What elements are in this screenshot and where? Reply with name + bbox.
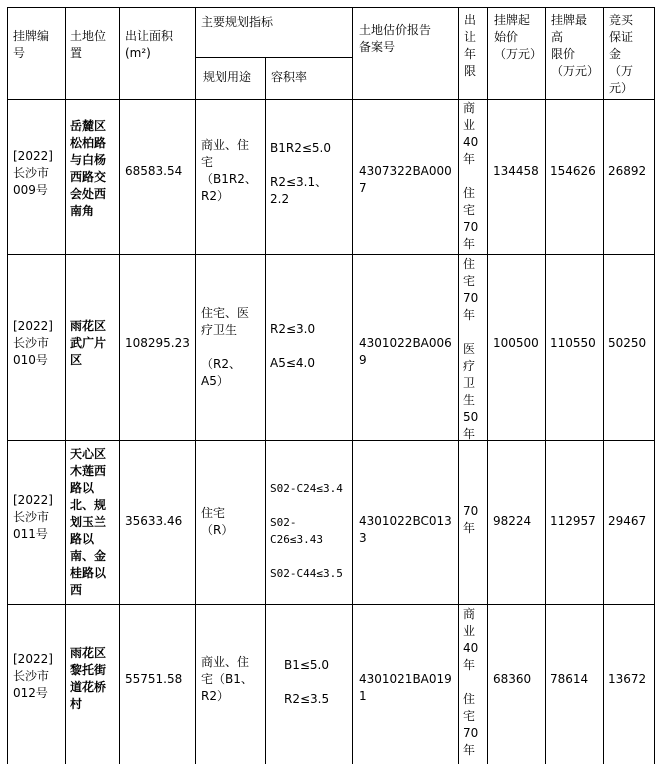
cell-deposit: 26892	[608, 164, 647, 178]
cell-max-price: 112957	[550, 514, 596, 528]
cell-floor-area-ratio: S02-C24≤3.4 S02- C26≤3.43 S02-C44≤3.5	[270, 482, 343, 580]
cell-area: 55751.58	[125, 672, 183, 686]
cell-listing-id: [2022] 长沙市 010号	[13, 319, 53, 367]
header-start-price: 挂牌起 始价 （万元）	[494, 13, 543, 61]
cell-max-price: 154626	[550, 164, 596, 178]
cell-term: 商 业 40 年 住 宅 70 年	[463, 101, 479, 251]
cell-start-price: 100500	[493, 336, 539, 350]
cell-listing-id: [2022] 长沙市 011号	[13, 493, 53, 541]
cell-planned-use: 商业、住 宅（B1、 R2）	[201, 655, 253, 703]
header-location: 土地位 置	[70, 29, 107, 60]
header-floor-area-ratio: 容积率	[271, 70, 308, 84]
cell-start-price: 98224	[493, 514, 532, 528]
cell-term: 70 年	[463, 504, 479, 535]
header-area: 出让面积 (m²)	[125, 29, 174, 60]
cell-valuation-filing: 4301022BC0133	[359, 514, 452, 545]
cell-location: 雨花区 武广片 区	[70, 319, 107, 367]
cell-planned-use: 商业、住 宅 （B1R2、 R2）	[201, 138, 257, 203]
cell-planned-use: 住宅 （R）	[201, 506, 234, 537]
cell-floor-area-ratio: B1R2≤5.0 R2≤3.1、 2.2	[270, 141, 331, 206]
cell-max-price: 78614	[550, 672, 589, 686]
cell-area: 108295.23	[125, 336, 190, 350]
cell-listing-id: [2022] 长沙市 009号	[13, 149, 53, 197]
header-planned-use: 规划用途	[203, 70, 252, 84]
cell-floor-area-ratio: R2≤3.0 A5≤4.0	[270, 322, 316, 370]
cell-planned-use: 住宅、医 疗卫生 （R2、 A5）	[201, 306, 250, 388]
cell-deposit: 13672	[608, 672, 647, 686]
header-planning-indicators: 主要规划指标	[201, 15, 274, 29]
cell-term: 住 宅 70 年 医 疗 卫 生 50 年	[463, 257, 479, 441]
cell-deposit: 29467	[608, 514, 647, 528]
cell-start-price: 68360	[493, 672, 532, 686]
cell-listing-id: [2022] 长沙市 012号	[13, 652, 53, 700]
header-listing-id: 挂牌编 号	[13, 29, 50, 60]
cell-area: 68583.54	[125, 164, 183, 178]
cell-max-price: 110550	[550, 336, 596, 350]
cell-start-price: 134458	[493, 164, 539, 178]
header-max-price: 挂牌最 高 限价 （万元）	[551, 13, 600, 78]
header-deposit: 竞买 保证 金 （万 元）	[609, 13, 634, 95]
cell-area: 35633.46	[125, 514, 183, 528]
cell-valuation-filing: 4301022BA0069	[359, 336, 452, 367]
cell-floor-area-ratio: B1≤5.0 R2≤3.5	[284, 658, 330, 706]
cell-location: 雨花区 黎托街 道花桥 村	[70, 646, 107, 711]
cell-valuation-filing: 4307322BA0007	[359, 164, 452, 195]
cell-location: 天心区 木莲西 路以 北、规 划玉兰 路以 南、金 桂路以 西	[70, 447, 107, 597]
header-valuation-filing: 土地估价报告 备案号	[359, 23, 432, 54]
header-term: 出 让 年 限	[464, 13, 477, 78]
cell-valuation-filing: 4301021BA0191	[359, 672, 452, 703]
cell-deposit: 50250	[608, 336, 647, 350]
cell-term: 商 业 40 年 住 宅 70 年	[463, 607, 479, 757]
cell-location: 岳麓区 松柏路 与白杨 西路交 会处西 南角	[70, 119, 107, 218]
